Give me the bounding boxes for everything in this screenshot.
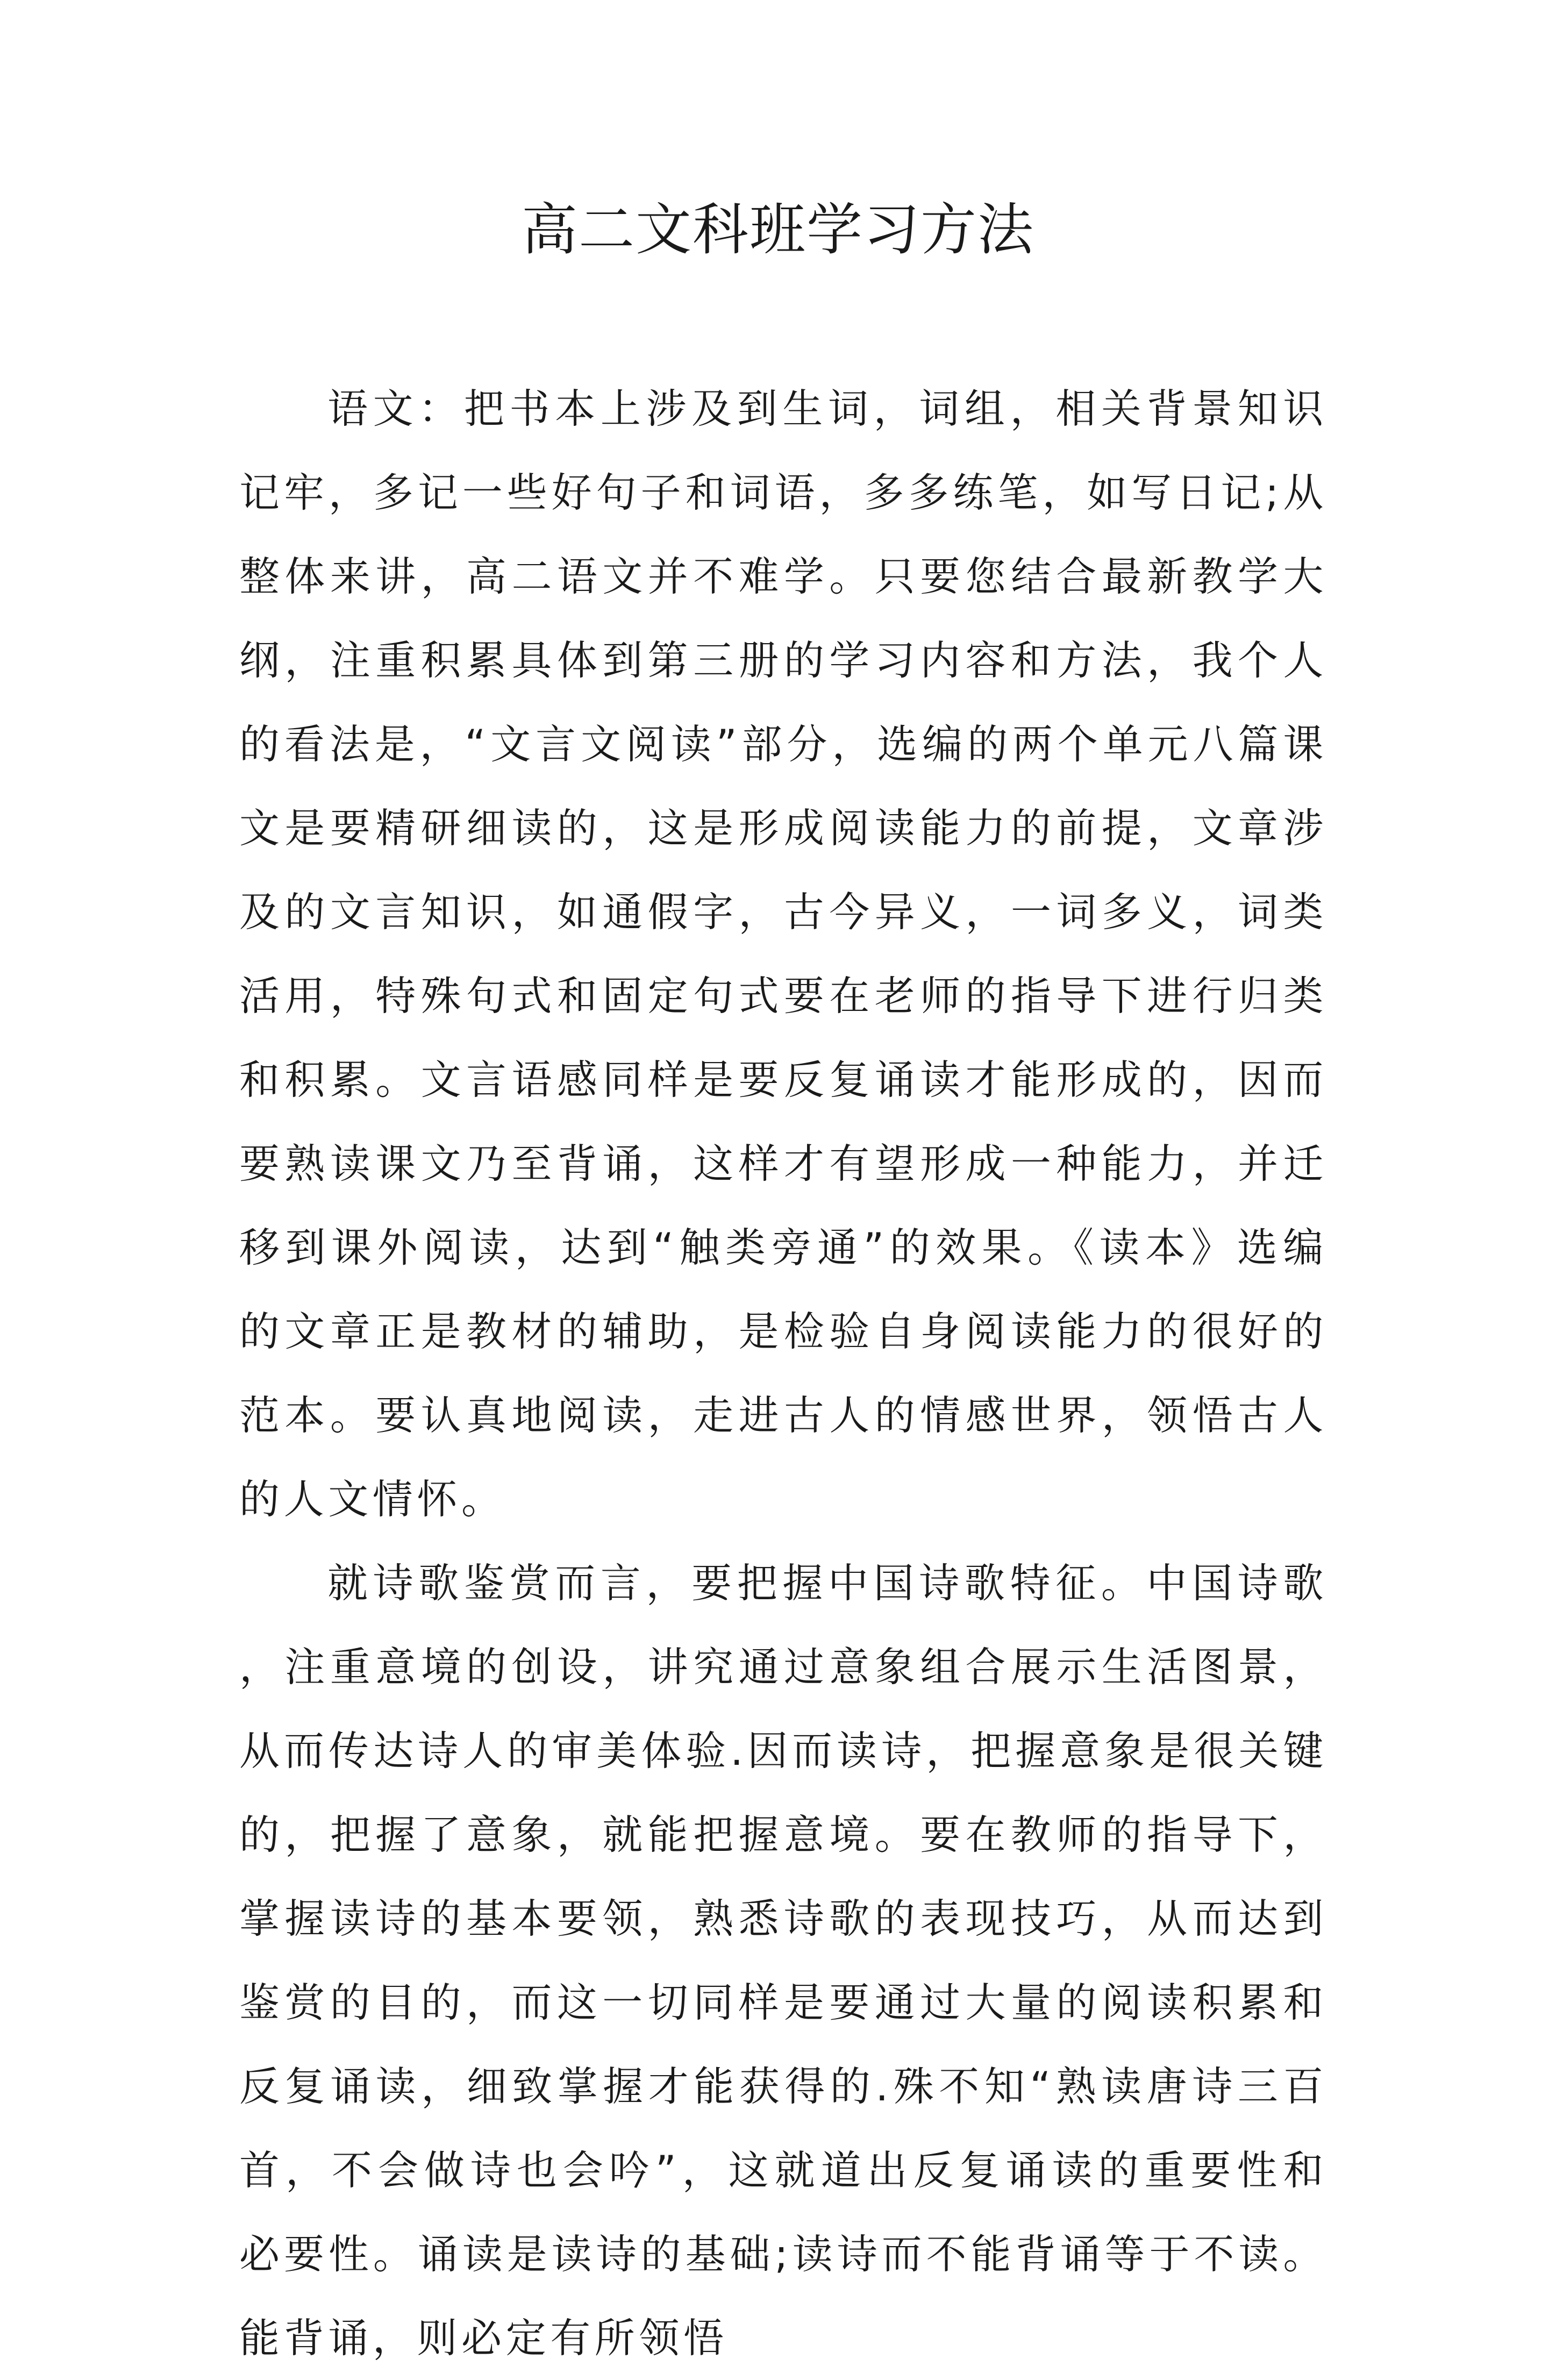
paragraph-chinese-study: 语文：把书本上涉及到生词，词组，相关背景知识记牢，多记一些好句子和词语，多多练笔，如写日记;从整体来讲，高二语文并不难学。只要您结合最新教学大纲，注重积累具体到第三册的学习内容和方法，我个人的看法是，“文言文阅读”部分，选编的两个单元八篇课文是要精研细读的，这是形成阅读能力的前提，文章涉及的文言知识，如通假字，古今异义，一词多义，词类活用，特殊句式和固定句式要在老师的指导下进行归类和积累。文言语感同样是要反复诵读才能形成的，因而要熟读课文乃至背诵，这样才有望形成一种能力，并迁移到课外阅读，达到“触类旁通”的效果。《读本》选编的文章正是教材的辅助，是检验自身阅读能力的很好的范本。要认真地阅读，走进古人的情感世界，领悟古人的人文情怀。	[239, 385, 1327, 1523]
document-body	[239, 367, 1327, 2380]
paragraph-poetry-appreciation: 就诗歌鉴赏而言，要把握中国诗歌特征。中国诗歌，注重意境的创设，讲究通过意象组合展示生活图景，从而传达诗人的审美体验.因而读诗，把握意象是很关键的，把握了意象，就能把握意境。要在教师的指导下，掌握读诗的基本要领，熟悉诗歌的表现技巧，从而达到鉴赏的目的，而这一切同样是要通过大量的阅读积累和反复诵读，细致掌握才能获得的.殊不知“熟读唐诗三百首，不会做诗也会吟”，这就道出反复诵读的重要性和必要性。诵读是读诗的基础;读诗而不能背诵等于不读。能背诵，则必定有所领悟	[239, 1559, 1327, 2362]
document-title: 高二文科班学习方法	[521, 197, 1034, 262]
